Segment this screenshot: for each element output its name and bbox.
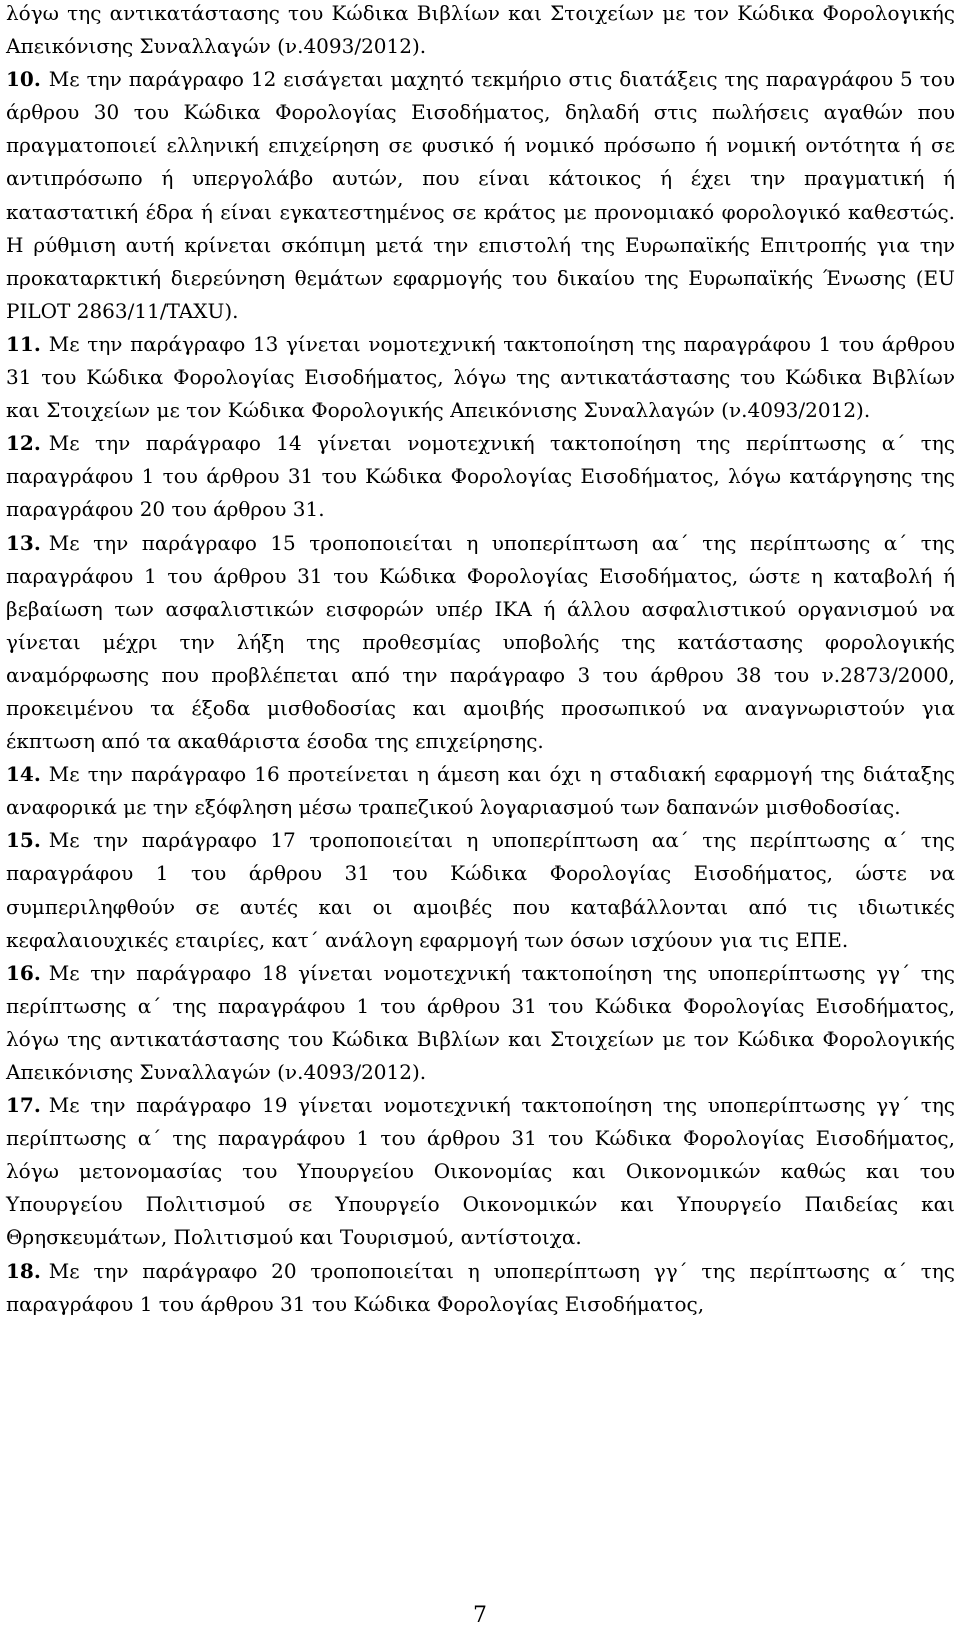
paragraph-number: 11. bbox=[6, 331, 41, 356]
paragraph-text: Με την παράγραφο 14 γίνεται νομοτεχνική τακτοποίηση της περίπτωσης α΄ της παραγράφου 1 του άρθρου 31 του Κώδικα Φορολογίας Εισοδήματος, λόγω κατάργησης της παραγράφου 20 του άρθρου 31. bbox=[6, 431, 955, 522]
paragraph-number: 12. bbox=[6, 431, 41, 456]
paragraph-text: Με την παράγραφο 13 γίνεται νομοτεχνική τακτοποίηση της παραγράφου 1 του άρθρου 31 του Κώδικα Φορολογίας Εισοδήματος, λόγω της αντικατάστασης του Κώδικα Βιβλίων και Στοιχείων με τον Κώδικα Φορολογικής Απεικόνισης Συναλλαγών (ν.4093/2012). bbox=[6, 331, 955, 423]
paragraph-number: 18. bbox=[6, 1258, 41, 1283]
paragraph-12 bbox=[6, 427, 955, 526]
paragraph-number: 14. bbox=[6, 762, 41, 787]
paragraph-number: 16. bbox=[6, 960, 41, 985]
paragraph-18 bbox=[6, 1255, 955, 1321]
paragraph-text: Με την παράγραφο 20 τροποποιείται η υποπερίπτωση γγ΄ της περίπτωσης α΄ της παραγράφου 1 του άρθρου 31 του Κώδικα Φορολογίας Εισοδήματος, bbox=[6, 1258, 955, 1316]
paragraph-number: 17. bbox=[6, 1093, 41, 1118]
paragraph-text: λόγω της αντικατάστασης του Κώδικα Βιβλίων και Στοιχείων με τον Κώδικα Φορολογικής Απεικόνισης Συναλλαγών (ν.4093/2012). bbox=[6, 1, 955, 59]
paragraph-15 bbox=[6, 824, 955, 956]
paragraph-text: Με την παράγραφο 18 γίνεται νομοτεχνική τακτοποίηση της υποπερίπτωσης γγ΄ της περίπτωσης α΄ της παραγράφου 1 του άρθρου 31 του Κώδικα Φορολογίας Εισοδήματος, λόγω της αντικατάστασης του Κώδικα Βιβλίων και Στοιχείων με τον Κώδικα Φορολογικής Απεικόνισης Συναλλαγών (ν.4093/2012). bbox=[6, 960, 955, 1084]
paragraph-number: 13. bbox=[6, 530, 41, 555]
paragraph-text: Με την παράγραφο 17 τροποποιείται η υποπερίπτωση αα΄ της περίπτωσης α΄ της παραγράφου 1 του άρθρου 31 του Κώδικα Φορολογίας Εισοδήματος, ώστε να συμπεριληφθούν σε αυτές και οι αμοιβές που καταβάλλονται από τις ιδιωτικές κεφαλαιουχικές εταιρίες, κατ΄ ανάλογη εφαρμογή των όσων ισχύουν για τις ΕΠΕ. bbox=[6, 828, 955, 952]
paragraph-continuation bbox=[6, 0, 955, 63]
paragraph-text: Με την παράγραφο 15 τροποποιείται η υποπερίπτωση αα΄ της περίπτωσης α΄ της παραγράφου 1 του άρθρου 31 του Κώδικα Φορολογίας Εισοδήματος, ώστε η καταβολή ή βεβαίωση των ασφαλιστικών εισφορών υπέρ ΙΚΑ ή άλλου ασφαλιστικού οργανισμού να γίνεται μέχρι την λήξη της προθεσμίας υποβολής της κατάστασης φορολογικής αναμόρφωσης που προβλέπεται από την παράγραφο 3 του άρθρου 38 του ν.2873/2000, προκειμένου τα έξοδα μισθοδοσίας και αμοιβής προσωπικού να αναγνωριστούν για έκπτωση από τα ακαθάριστα έσοδα της επιχείρησης. bbox=[6, 530, 955, 754]
paragraph-text: Με την παράγραφο 16 προτείνεται η άμεση και όχι η σταδιακή εφαρμογή της διάταξης αναφορικά με την εξόφληση μέσω τραπεζικού λογαριασμού των δαπανών μισθοδοσίας. bbox=[6, 762, 955, 820]
paragraph-text: Με την παράγραφο 19 γίνεται νομοτεχνική τακτοποίηση της υποπερίπτωσης γγ΄ της περίπτωσης α΄ της παραγράφου 1 του άρθρου 31 του Κώδικα Φορολογίας Εισοδήματος, λόγω μετονομασίας του Υπουργείου Οικονομίας και Οικονομικών καθώς και του Υπουργείου Πολιτισμού σε Υπουργείο Οικονομικών και Υπουργείο Παιδείας και Θρησκευμάτων, Πολιτισμού και Τουρισμού, αντίστοιχα. bbox=[6, 1093, 955, 1250]
paragraph-17 bbox=[6, 1089, 955, 1254]
paragraph-10 bbox=[6, 63, 955, 328]
document-body bbox=[6, 0, 955, 1321]
paragraph-13 bbox=[6, 527, 955, 759]
paragraph-number: 10. bbox=[6, 67, 41, 92]
paragraph-14 bbox=[6, 758, 955, 824]
paragraph-11 bbox=[6, 328, 955, 427]
paragraph-number: 15. bbox=[6, 828, 41, 853]
paragraph-16 bbox=[6, 957, 955, 1089]
page-number: 7 bbox=[473, 1603, 487, 1628]
paragraph-text: Με την παράγραφο 12 εισάγεται μαχητό τεκμήριο στις διατάξεις της παραγράφου 5 του άρθρου 30 του Κώδικα Φορολογίας Εισοδήματος, δηλαδή στις πωλήσεις αγαθών που πραγματοποιεί ελληνική επιχείρηση σε φυσικό ή νομικό πρόσωπο ή νομική οντότητα ή σε αντιπρόσωπο ή υπεργολάβο αυτών, που είναι κάτοικος ή έχει την πραγματική ή καταστατική έδρα ή είναι εγκατεστημένος σε κράτος με προνομιακό φορολογικό καθεστώς. Η ρύθμιση αυτή κρίνεται σκόπιμη μετά την επιστολή της Ευρωπαϊκής Επιτροπής για την προκαταρκτική διερεύνηση θεμάτων εφαρμογής του δικαίου της Ευρωπαϊκής Ένωσης (EU PILOT 2863/11/TAXU). bbox=[6, 67, 955, 323]
